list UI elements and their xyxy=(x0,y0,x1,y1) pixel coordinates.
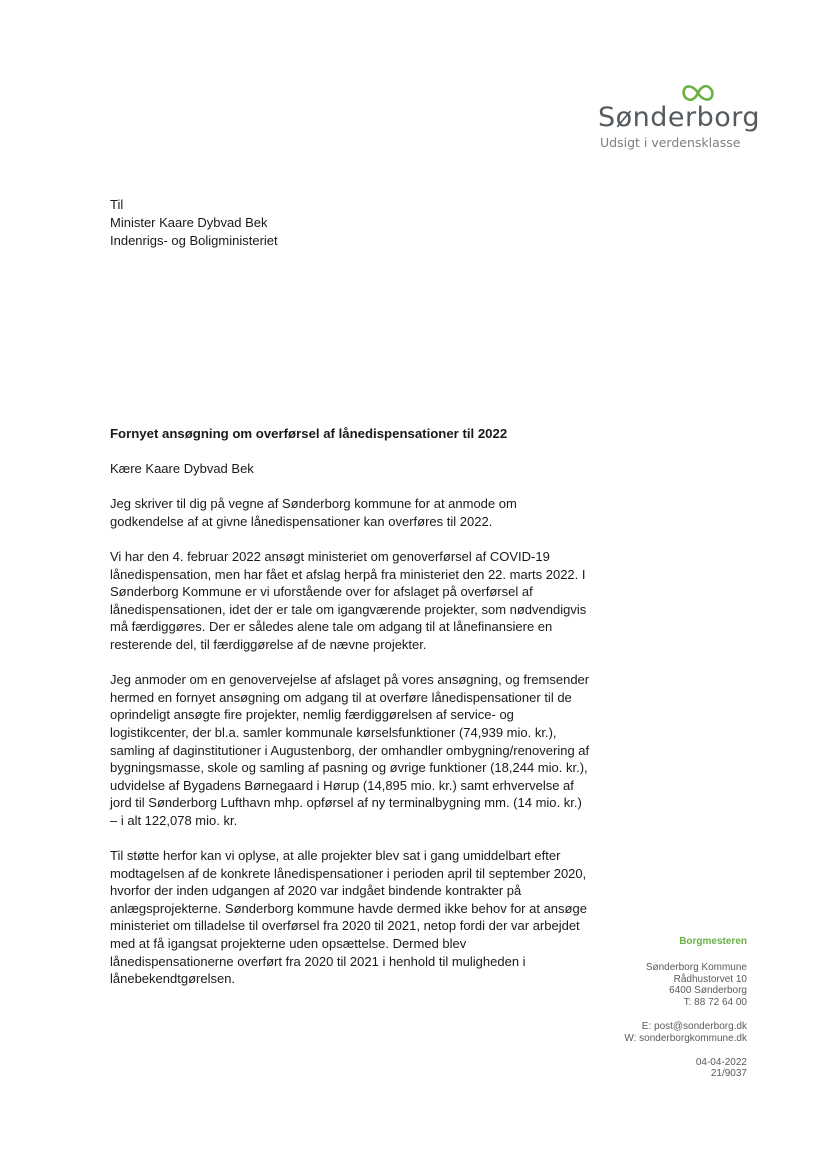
logo-name: Sønderborg xyxy=(598,102,761,133)
infinity-logo-icon xyxy=(680,82,716,104)
letter-body xyxy=(110,460,590,1005)
salutation: Kære Kaare Dybvad Bek xyxy=(110,461,254,476)
recipient-name: Minister Kaare Dybvad Bek xyxy=(110,215,268,230)
recipient-block xyxy=(110,196,278,250)
recipient-line: Til xyxy=(110,197,124,212)
paragraph: Til støtte herfor kan vi oplyse, at alle projekter blev sat i gang umiddelbart efter modtagelsen af de konkrete lånedispensationer i perioden april til september 2020, hvorfor der inden udgangen af 2020 var indgået bindende kontrakter på anlægsprojekterne. Sønderborg kommune havde dermed ikke behov for at ansøge ministeriet om tilladelse til overførsel fra 2020 til 2021, netop fordi der var arbejdet med at få igangsat projekterne uden opsættelse. Dermed blev lånedispensationerne overført fra 2020 til 2021 i henhold til muligheden i lånebekendtgørelsen. xyxy=(110,848,587,987)
letter-subject: Fornyet ansøgning om overførsel af lånedispensationer til 2022 xyxy=(110,426,508,441)
website-line: W: sonderborgkommune.dk xyxy=(624,1032,747,1044)
sender-sidebar xyxy=(547,936,747,1092)
address-line: 6400 Sønderborg xyxy=(669,985,747,997)
sonderborg-logo xyxy=(598,82,761,154)
paragraph: Vi har den 4. februar 2022 ansøgt ministeriet om genoverførsel af COVID-19 lånedispensation, men har fået et afslag herpå fra ministeriet den 22. marts 2022. I Sønderborg Kommune er vi uforstående over for afslaget på overførsel af lånedispensationen, idet der er tale om igangværende projekter, som nødvendigvis må færdiggøres. Der er således alene tale om adgang til at lånefinansiere en resterende del, til færdiggørelse af de nævne projekter. xyxy=(110,548,587,652)
address-line: Sønderborg Kommune xyxy=(645,961,747,973)
paragraph: Jeg anmoder om en genovervejelse af afslaget på vores ansøgning, og fremsender hermed en fornyet ansøgning om adgang til at overføre lånedispensationer til de oprindeligt ansøgte fire projekter, nemlig færdiggørelsen af service- og logistikcenter, der bl.a. samler kommunale kørselsfunktioner (74,939 mio. kr.), samling af daginstitutioner i Augustenborg, der omhandler ombygning/renovering af bygningsmasse, skole og samling af pasning og øvrige funktioner (18,244 mio. kr.), udvidelse af Bygadens Børnegaard i Hørup (14,895 mio. kr.) samt erhvervelse af jord til Sønderborg Lufthavn mhp. opførsel af ny terminalbygning mm. (14 mio. kr.) – i alt 122,078 mio. kr. xyxy=(110,672,590,828)
letter-date: 04-04-2022 xyxy=(695,1056,747,1068)
case-number: 21/9037 xyxy=(710,1068,747,1080)
address-line: Rådhustorvet 10 xyxy=(673,973,747,985)
sender-role: Borgmesteren xyxy=(679,936,747,947)
paragraph: Jeg skriver til dig på vegne af Sønderborg kommune for at anmode om godkendelse af at givne lånedispensationer kan overføres til 2022. xyxy=(110,496,517,529)
recipient-ministry: Indenrigs- og Boligministeriet xyxy=(110,233,278,248)
phone-line: T: 88 72 64 00 xyxy=(683,997,747,1009)
email-line: E: post@sonderborg.dk xyxy=(641,1020,747,1032)
letter-reference xyxy=(547,1057,747,1081)
sender-address xyxy=(547,962,747,1009)
sender-contact xyxy=(547,1021,747,1045)
logo-tagline: Udsigt i verdensklasse xyxy=(600,135,741,150)
